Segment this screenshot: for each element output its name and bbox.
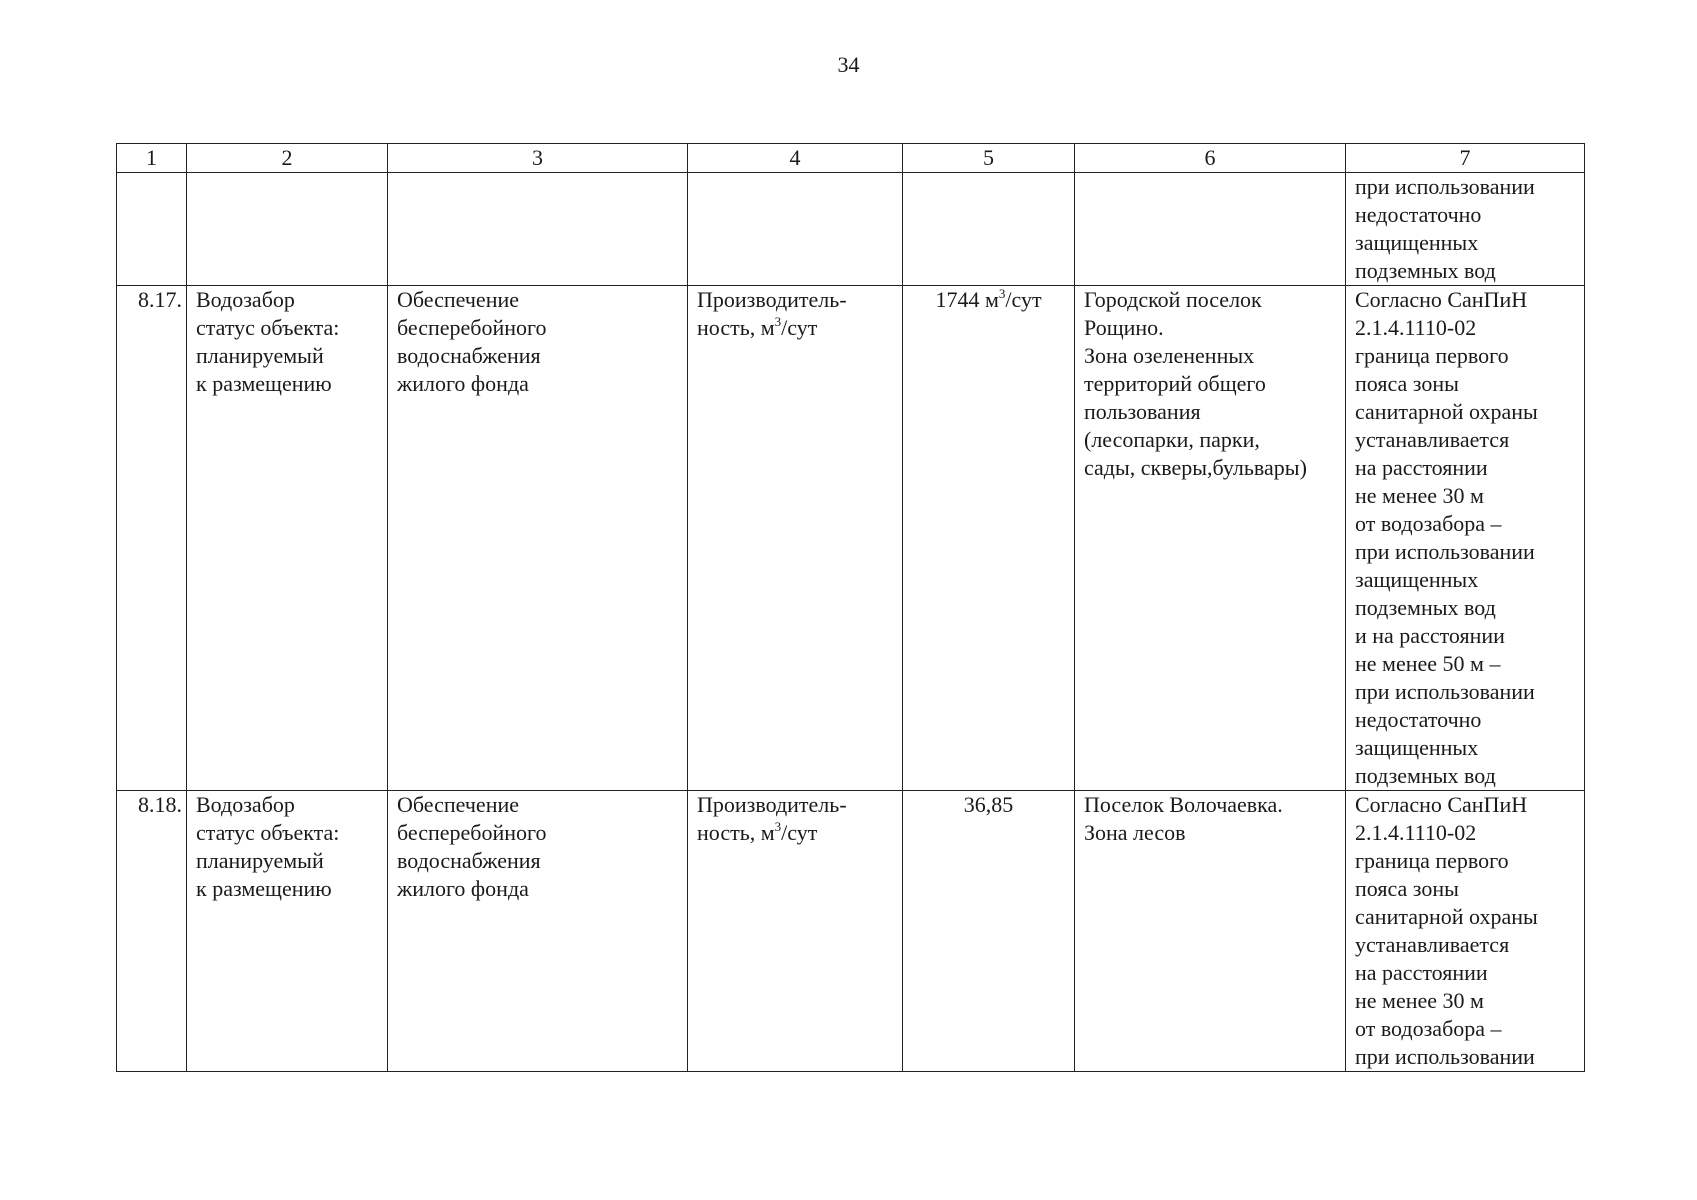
object-cell: Водозабор статус объекта: планируемый к размещению (187, 286, 388, 791)
empty-cell (1075, 173, 1346, 286)
empty-cell (688, 173, 903, 286)
purpose-cell: Обеспечение бесперебойного водоснабжения жилого фонда (388, 791, 688, 1072)
parameter-unit: /сут (781, 315, 818, 340)
row-number: 8.18. (117, 791, 187, 1072)
column-header: 7 (1346, 144, 1585, 173)
column-header: 4 (688, 144, 903, 173)
value-superscript: 3 (998, 286, 1006, 301)
value-cell (903, 286, 1075, 791)
column-header: 2 (187, 144, 388, 173)
column-header: 1 (117, 144, 187, 173)
sanitary-zone-cell: Согласно СанПиН 2.1.4.1110-02 граница первого пояса зоны санитарной охраны устанавливается на расстоянии не менее 30 м от водозабора – при использовании защищенных подземных вод и на расстоянии не менее 50 м – при использовании недостаточно защищенных подземных вод (1346, 286, 1585, 791)
sanitary-zone-cell: при использовании недостаточно защищенных подземных вод (1346, 173, 1585, 286)
parameter-superscript: 3 (774, 819, 782, 834)
table-row (117, 791, 1585, 1072)
empty-cell (903, 173, 1075, 286)
parameter-unit: /сут (781, 820, 818, 845)
facilities-table (116, 143, 1585, 1072)
location-cell: Городской поселок Рощино. Зона озелененных территорий общего пользования (лесопарки, парки, сады, скверы,бульвары) (1075, 286, 1346, 791)
parameter-superscript: 3 (774, 314, 782, 329)
column-header: 3 (388, 144, 688, 173)
empty-cell (187, 173, 388, 286)
parameter-text: Производитель- ность, м (697, 287, 847, 340)
purpose-cell: Обеспечение бесперебойного водоснабжения жилого фонда (388, 286, 688, 791)
table-row (117, 286, 1585, 791)
column-header: 6 (1075, 144, 1346, 173)
column-number-row (117, 144, 1585, 173)
empty-cell (117, 173, 187, 286)
column-header: 5 (903, 144, 1075, 173)
parameter-text: Производитель- ность, м (697, 792, 847, 845)
row-number: 8.17. (117, 286, 187, 791)
value-cell: 36,85 (903, 791, 1075, 1072)
empty-cell (388, 173, 688, 286)
object-cell: Водозабор статус объекта: планируемый к размещению (187, 791, 388, 1072)
parameter-cell (688, 286, 903, 791)
parameter-cell (688, 791, 903, 1072)
value-text: 1744 м (935, 287, 999, 312)
sanitary-zone-cell: Согласно СанПиН 2.1.4.1110-02 граница первого пояса зоны санитарной охраны устанавливается на расстоянии не менее 30 м от водозабора – при использовании (1346, 791, 1585, 1072)
table-row-continuation (117, 173, 1585, 286)
page-number: 34 (837, 52, 860, 77)
value-unit: /сут (1005, 287, 1042, 312)
location-cell: Поселок Волочаевка. Зона лесов (1075, 791, 1346, 1072)
